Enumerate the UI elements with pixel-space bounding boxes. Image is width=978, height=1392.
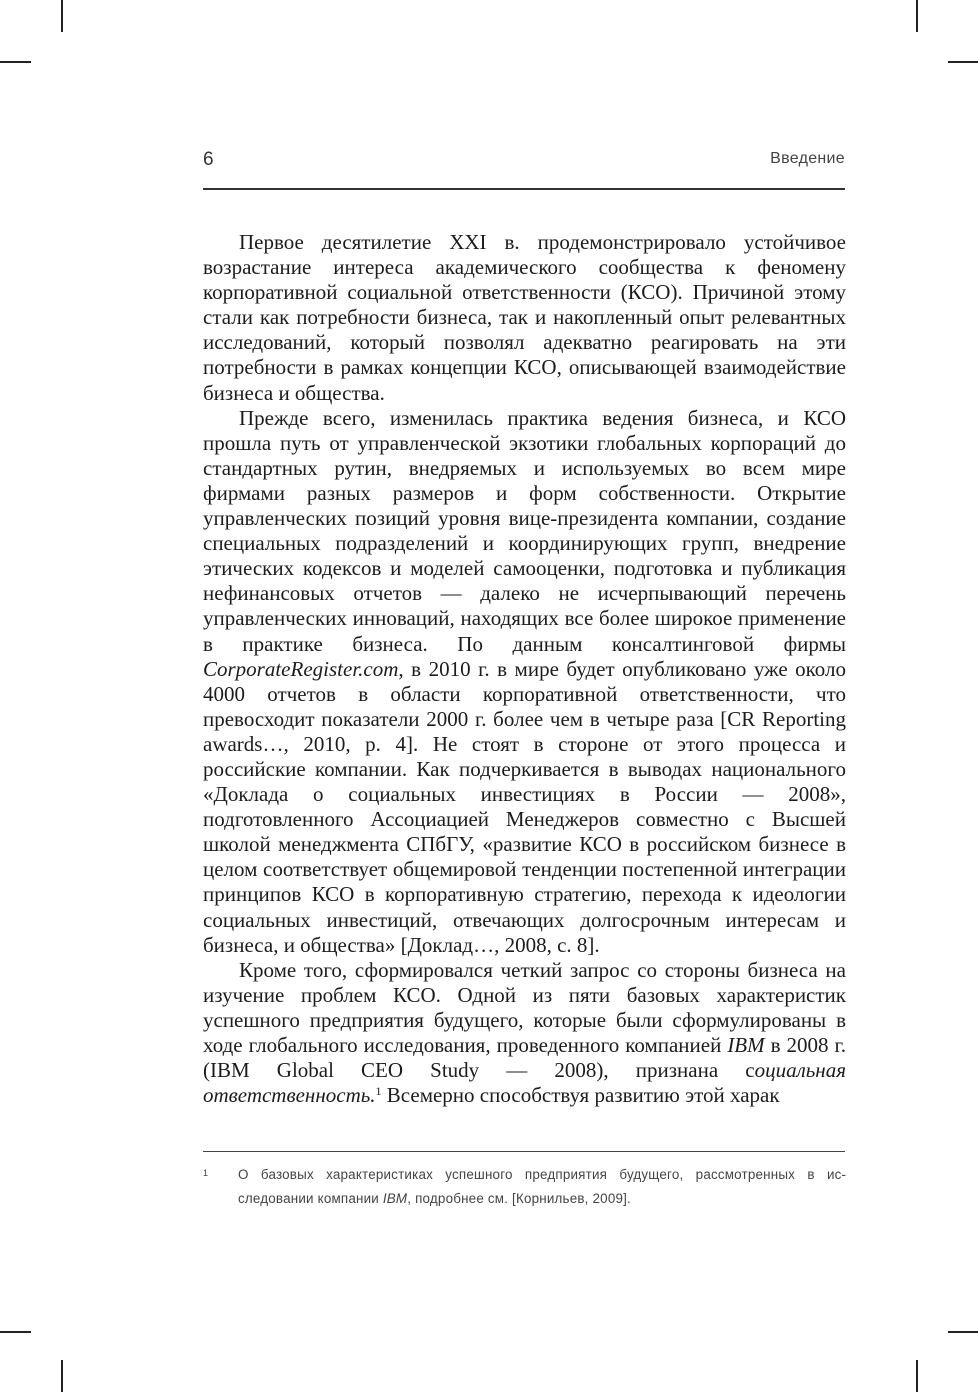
paragraph-3 — [203, 958, 846, 1109]
running-header-title: Введение — [770, 150, 845, 167]
header-divider — [203, 188, 845, 190]
crop-mark-top-left-h — [0, 61, 31, 63]
crop-mark-top-right-h — [948, 61, 978, 63]
paragraph-3-text-a: Кроме того, сформировался четкий запрос со стороны бизнеса на изучение проблем КСО. Одной из пяти базовых характеристик успешного предприятия будущего, которые были сформулированы в ходе глобального исследования, проведенного компанией — [203, 957, 846, 1057]
paragraph-2 — [203, 406, 846, 958]
paragraph-3-text-c: Всемерно способствуя развитию этой харак — [381, 1083, 780, 1108]
crop-mark-bottom-right — [916, 1360, 918, 1392]
footnote-text-a: О базовых характеристиках успешного предприятия будущего, рассмотренных в исследовании компании — [238, 1167, 846, 1206]
paragraph-2-text-b: , в 2010 г. в мире будет опубликовано уже около 4000 отчетов в области корпоративной ответственности, что превосходит показатели 2000 г. более чем в четыре раза [CR Reporting awards…, 2010, p. 4]. Не стоят в стороне от этого процесса и российские компании. Как подчеркивается в выводах национального «Доклада о социальных инвестициях в России — 2008», подготовленного Ассоциацией Менеджеров совместно с Высшей школой менеджмента СПбГУ, «развитие КСО в российском бизнесе в целом соответствует общемировой тенденции постепенной интеграции принципов КСО в корпоративную стратегию, перехода к идеологии социальных инвестиций, отвечающих долгосрочным интересам и бизнеса, и общества» [Доклад…, 2008, с. 8]. — [203, 656, 846, 957]
crop-mark-bottom-left — [61, 1360, 63, 1392]
paragraph-2-italic: CorporateRegister.com — [203, 656, 399, 681]
footnote-reference: 1 — [375, 1084, 382, 1099]
footnote-mark: 1 — [203, 1168, 209, 1178]
paragraph-2-text-a: Прежде всего, изменилась практика ведения бизнеса, и КСО прошла путь от управленческой экзотики глобальных корпораций до стандартных рутин, внедряемых и используемых во всем мире фирмами разных размеров и форм собственности. Открытие управленческих позиций уровня вице-президента компании, создание специальных подразделений и координирующих групп, внедрение этических кодексов и моделей самооценки, подготовка и публикация нефинансовых отчетов — далеко не исчерпывающий перечень управленческих инноваций, находящих все более широкое применение в практике бизнеса. По данным консалтинговой фирмы — [203, 405, 846, 656]
crop-mark-bottom-left-h — [0, 1331, 31, 1333]
paragraph-3-italic: оциальная ответственность. — [203, 1058, 846, 1108]
footnote — [203, 1163, 846, 1211]
main-text — [203, 230, 846, 1108]
footnote-text-b: , подробнее см. [Корнильев, 2009]. — [407, 1191, 631, 1206]
footnote-text — [238, 1163, 846, 1211]
paragraph-3-text-b: в 2008 г. (IBM Global CEO Study — 2008), признана с — [203, 1033, 846, 1083]
crop-mark-top-left — [61, 0, 63, 32]
footnote-divider — [203, 1151, 845, 1152]
crop-mark-bottom-right-h — [948, 1331, 978, 1333]
page-number: 6 — [203, 149, 214, 170]
crop-mark-top-right — [916, 0, 918, 32]
paragraph-3-ibm: IBM — [727, 1033, 765, 1057]
paragraph-1: Первое десятилетие XXI в. продемонстрировало устойчивое возрастание интереса академического сообщества к феномену корпоративной социальной ответственности (КСО). Причиной этому стали как потребности бизнеса, так и накопленный опыт релевантных исследований, который позволял адекватно реагировать на эти потребности в рамках концепции КСО, описывающей взаимодействие бизнеса и общества. — [203, 230, 846, 405]
footnote-italic: IBM — [382, 1191, 408, 1206]
